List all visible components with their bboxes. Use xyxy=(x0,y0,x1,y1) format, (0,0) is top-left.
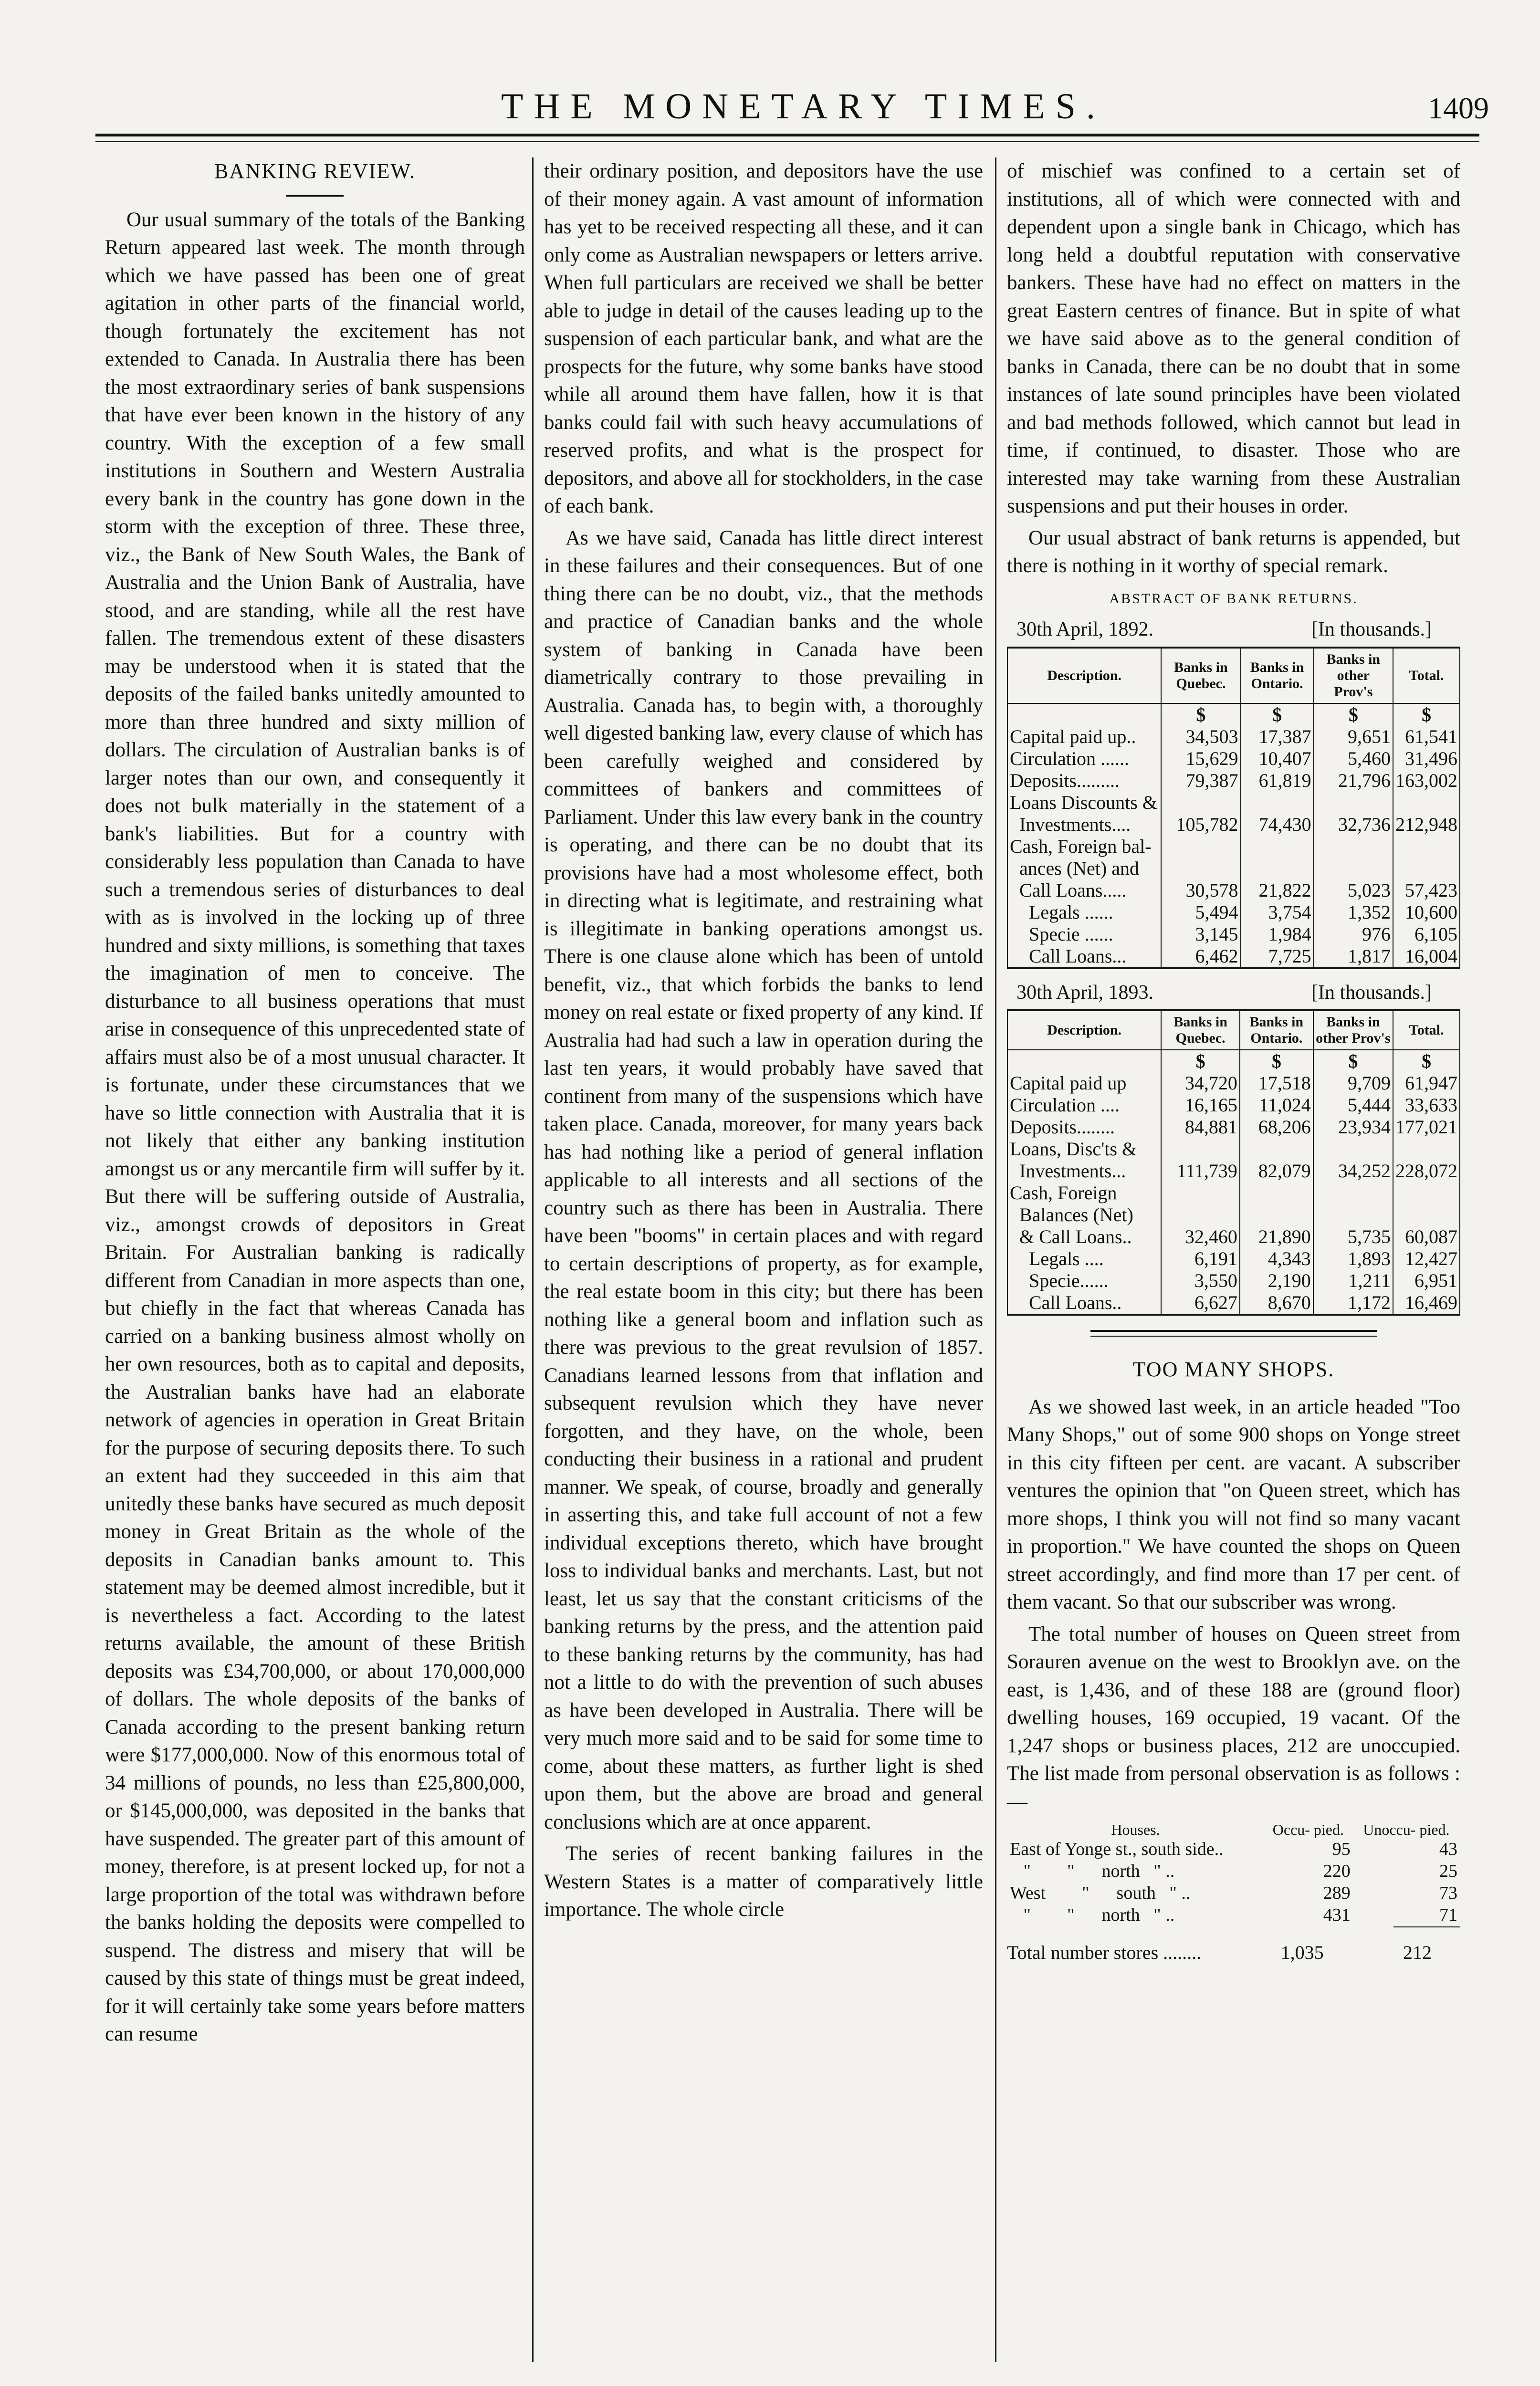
row-value: 68,206 xyxy=(1240,1116,1313,1138)
row-description: Cash, Foreign xyxy=(1007,1182,1161,1204)
shops-table xyxy=(1007,1821,1460,1926)
row-value: 163,002 xyxy=(1393,770,1460,792)
shops-total xyxy=(1007,1939,1460,1967)
row-description: Circulation .... xyxy=(1007,1094,1161,1116)
column-2 xyxy=(544,157,983,1928)
row-value: 17,518 xyxy=(1240,1072,1313,1094)
row-value xyxy=(1240,1182,1313,1204)
row-value: 1,352 xyxy=(1314,901,1393,923)
table-row xyxy=(1007,901,1460,923)
table-row xyxy=(1007,836,1460,858)
unit-cell: $ xyxy=(1241,703,1314,726)
abstract-unit-note: [In thousands.] xyxy=(1311,618,1432,640)
unit-cell: $ xyxy=(1393,703,1460,726)
row-value xyxy=(1314,836,1393,858)
total-occupied: 1,035 xyxy=(1280,1942,1324,1963)
masthead-rule xyxy=(95,134,1479,136)
column-1 xyxy=(105,157,525,2052)
row-value xyxy=(1161,1182,1240,1204)
article-paragraph: Our usual summary of the totals of the Banking Return appeared last week. The month through which we have passed has been one of great agitation in other parts of the financial world, though fortunately the excitement has not extended to Canada. In Australia there has been the most extraordinary series of bank suspensions that have ever been known in the history of any country. With the exception of a few small institutions in Southern and Western Australia every bank in the country has gone down in the storm with the exception of three. These three, viz., the Bank of New South Wales, the Bank of Australia and the Union Bank of Australia, have stood, and are standing, while all the rest have fallen. The tremendous extent of these disasters may be understood when it is stated that the deposits of the failed banks unitedly amounted to more than three hundred and sixty million of dollars. The circulation of Australian banks is of larger notes than our own, and consequently it does not bulk materially in the statement of a bank's liabilities. But for a country with considerably less population than Canada to have such a tremendous series of disturbances to deal with as is involved in the locking up of three hundred and sixty millions, is something that taxes the imagination of men to conceive. The disturbance to all business operations that must arise in consequence of this unprecedented state of affairs must also be of a most unusual character. It is fortunate, under these circumstances that we have so little connection with Australia that it is not likely that either any banking institution amongst us or any mercantile firm will suffer by it. But there will be suffering outside of Australia, viz., amongst crowds of depositors in Great Britain. For Australian banking is radically different from Canadian in more aspects than one, but chiefly in the fact that whereas Canada has carried on a banking business almost wholly on her own resources, both as to capital and deposits, the Australian banks have had an elaborate network of agencies in operation in Great Britain for the purpose of securing deposits there. To such an extent had they succeeded in this aim that unitedly these banks have secured as much deposit money in Great Britain as the whole of the deposits in Canadian banks amount to. This statement may be deemed almost incredible, but it is nevertheless a fact. According to the latest returns available, the amount of these British deposits was £34,700,000, or about 170,000,000 of dollars. The whole deposits of the banks of Canada according to the present banking return were $177,000,000. Now of this enormous total of 34 millions of pounds, no less than £25,800,000, or $145,000,000, was deposited in the banks that have suspended. The greater part of this amount of money, therefore, is at present locked up, for not a large proportion of the total was withdrawn before the banks holding the deposits were compelled to suspend. The distress and misery that will be caused by this state of things must be great indeed, for it will certainly take some years before matters can resume xyxy=(105,208,525,2045)
banking-review-heading: BANKING REVIEW. xyxy=(214,159,416,183)
row-value: 31,496 xyxy=(1393,748,1460,770)
article-paragraph: their ordinary position, and depositors have the use of their money again. A vast amount of information has yet to be received respecting all these, and it can only come as Australian newspapers or letters arrive. When full particulars are received we shall be better able to judge in detail of the causes leading up to the suspension of each particular bank, and what are the prospects for the future, why some banks have stood while all around them have fallen, how it is that banks could fail with such heavy accumulations of reserved profits, and what is the prospect for depositors, and above all for stockholders, in the case of each bank. xyxy=(544,160,983,517)
row-value: 23,934 xyxy=(1313,1116,1393,1138)
row-value: 1,172 xyxy=(1313,1292,1393,1315)
shops-row xyxy=(1008,1883,1459,1904)
row-value: 5,444 xyxy=(1313,1094,1393,1116)
row-value xyxy=(1313,1204,1393,1226)
table-row xyxy=(1007,792,1460,814)
shops-row-unoccupied: 25 xyxy=(1439,1861,1457,1881)
article-paragraph: The series of recent banking failures in the Western States is a matter of comparatively little importance. The whole circle xyxy=(544,1842,983,1921)
row-value: 84,881 xyxy=(1161,1116,1240,1138)
table-row xyxy=(1007,1270,1460,1292)
row-description: Cash, Foreign bal- xyxy=(1007,836,1161,858)
row-value: 6,105 xyxy=(1393,923,1460,945)
row-value: 3,754 xyxy=(1241,901,1314,923)
unit-cell: $ xyxy=(1161,703,1240,726)
table-header-cell: Banks in Quebec. xyxy=(1161,648,1240,703)
unit-cell xyxy=(1007,1050,1161,1072)
row-description: Deposits........ xyxy=(1007,1116,1161,1138)
column-divider xyxy=(532,157,534,2362)
row-value: 79,387 xyxy=(1161,770,1240,792)
unit-cell: $ xyxy=(1393,1050,1460,1072)
table-header-cell: Description. xyxy=(1007,1010,1161,1050)
too-many-shops-heading: TOO MANY SHOPS. xyxy=(1132,1358,1335,1381)
article-paragraph: Our usual abstract of bank returns is appended, but there is nothing in it worthy of special remark. xyxy=(1007,526,1460,577)
sum-rule xyxy=(1393,1926,1460,1927)
table-row xyxy=(1007,923,1460,945)
row-value: 8,670 xyxy=(1240,1292,1313,1315)
row-description: Investments.... xyxy=(1007,814,1161,836)
row-value: 5,460 xyxy=(1314,748,1393,770)
table-row xyxy=(1007,879,1460,901)
masthead xyxy=(95,86,1527,138)
row-value: 15,629 xyxy=(1161,748,1240,770)
column-3 xyxy=(1007,157,1460,1967)
row-value xyxy=(1241,792,1314,814)
publication-title: THE MONETARY TIMES. xyxy=(501,86,1106,126)
row-description: Legals .... xyxy=(1007,1248,1161,1270)
row-value: 1,211 xyxy=(1313,1270,1393,1292)
row-value: 228,072 xyxy=(1393,1160,1460,1182)
table-row xyxy=(1007,1204,1460,1226)
row-value: 11,024 xyxy=(1240,1094,1313,1116)
shops-row xyxy=(1008,1905,1459,1926)
table-row xyxy=(1007,1116,1460,1138)
row-description: Investments... xyxy=(1007,1160,1161,1182)
row-value: 1,893 xyxy=(1313,1248,1393,1270)
abstract-date-row xyxy=(1007,979,1460,1007)
row-description: Call Loans... xyxy=(1007,945,1161,968)
row-value: 212,948 xyxy=(1393,814,1460,836)
shops-row-unoccupied: 71 xyxy=(1439,1905,1457,1925)
row-value xyxy=(1240,1138,1313,1160)
row-description: Loans Discounts & xyxy=(1007,792,1161,814)
unit-cell: $ xyxy=(1314,703,1393,726)
row-description: Specie ...... xyxy=(1007,923,1161,945)
table-row xyxy=(1007,1160,1460,1182)
article-paragraph: The total number of houses on Queen street from Sorauren avenue on the west to Brooklyn ave. on the east, is 1,436, and of these 188 are (ground floor) dwelling houses, 169 occupied, 19 vacant. Of the 1,247 shops or business places, 212 are unoccupied. The list made from personal observation is as follows :— xyxy=(1007,1622,1460,1813)
row-value: 6,191 xyxy=(1161,1248,1240,1270)
row-value: 32,460 xyxy=(1161,1226,1240,1248)
table-row xyxy=(1007,1094,1460,1116)
table-row xyxy=(1007,1072,1460,1094)
row-value: 177,021 xyxy=(1393,1116,1460,1138)
shops-row-unoccupied: 73 xyxy=(1439,1883,1457,1903)
row-value: 1,817 xyxy=(1314,945,1393,968)
shops-row-label: East of Yonge st., south side.. xyxy=(1010,1839,1224,1859)
shops-row-unoccupied: 43 xyxy=(1439,1839,1457,1859)
abstract-date-row xyxy=(1007,616,1460,644)
row-value xyxy=(1240,1204,1313,1226)
row-value: 105,782 xyxy=(1161,814,1240,836)
table-row xyxy=(1007,726,1460,748)
row-value: 12,427 xyxy=(1393,1248,1460,1270)
unit-cell: $ xyxy=(1313,1050,1393,1072)
row-value: 16,469 xyxy=(1393,1292,1460,1315)
row-value: 16,165 xyxy=(1161,1094,1240,1116)
table-row xyxy=(1007,945,1460,968)
row-value: 6,462 xyxy=(1161,945,1240,968)
row-description: Call Loans..... xyxy=(1007,879,1161,901)
row-value: 74,430 xyxy=(1241,814,1314,836)
row-value xyxy=(1313,1138,1393,1160)
row-description: ances (Net) and xyxy=(1007,858,1161,879)
row-value xyxy=(1393,792,1460,814)
unit-cell: $ xyxy=(1161,1050,1240,1072)
row-value xyxy=(1313,1182,1393,1204)
row-value: 32,736 xyxy=(1314,814,1393,836)
abstract-date: 30th April, 1893. xyxy=(1016,981,1154,1004)
row-value: 10,407 xyxy=(1241,748,1314,770)
table-row xyxy=(1007,748,1460,770)
row-value: 9,651 xyxy=(1314,726,1393,748)
row-value: 21,796 xyxy=(1314,770,1393,792)
row-value xyxy=(1393,1204,1460,1226)
shops-row-occupied: 289 xyxy=(1323,1883,1351,1903)
row-value: 10,600 xyxy=(1393,901,1460,923)
table-row xyxy=(1007,1138,1460,1160)
row-value: 6,627 xyxy=(1161,1292,1240,1315)
row-value: 34,503 xyxy=(1161,726,1240,748)
shops-row-label: " " north " .. xyxy=(1010,1905,1175,1925)
masthead-rule-thin xyxy=(95,141,1479,142)
row-value: 4,343 xyxy=(1240,1248,1313,1270)
row-value: 9,709 xyxy=(1313,1072,1393,1094)
column-divider xyxy=(995,157,996,2362)
table-row xyxy=(1007,1248,1460,1270)
section-divider xyxy=(1090,1330,1377,1337)
row-value: 111,739 xyxy=(1161,1160,1240,1182)
row-value xyxy=(1314,792,1393,814)
row-value xyxy=(1241,836,1314,858)
row-value: 5,735 xyxy=(1313,1226,1393,1248)
abstract-heading: ABSTRACT OF BANK RETURNS. xyxy=(1109,590,1358,607)
table-header-cell: Banks in other Prov's xyxy=(1314,648,1393,703)
row-value xyxy=(1393,1138,1460,1160)
table-header-cell: Description. xyxy=(1007,648,1161,703)
row-value: 30,578 xyxy=(1161,879,1240,901)
row-value xyxy=(1241,858,1314,879)
table-row xyxy=(1007,858,1460,879)
unit-cell: $ xyxy=(1240,1050,1313,1072)
row-value xyxy=(1393,1182,1460,1204)
shops-row-occupied: 220 xyxy=(1323,1861,1351,1881)
table-row xyxy=(1007,1182,1460,1204)
row-description: Call Loans.. xyxy=(1007,1292,1161,1315)
row-value xyxy=(1161,836,1240,858)
row-value: 34,720 xyxy=(1161,1072,1240,1094)
row-value: 976 xyxy=(1314,923,1393,945)
shops-header-occupied: Occu- pied. xyxy=(1272,1821,1344,1838)
row-value: 82,079 xyxy=(1240,1160,1313,1182)
row-value: 60,087 xyxy=(1393,1226,1460,1248)
row-description: Legals ...... xyxy=(1007,901,1161,923)
row-description: Specie...... xyxy=(1007,1270,1161,1292)
bank-returns-table xyxy=(1007,1009,1460,1316)
table-header-cell: Banks in Ontario. xyxy=(1241,648,1314,703)
row-value: 6,951 xyxy=(1393,1270,1460,1292)
table-header-cell: Banks in Quebec. xyxy=(1161,1010,1240,1050)
table-header-cell: Banks in other Prov's xyxy=(1313,1010,1393,1050)
article-paragraph: of mischief was confined to a certain set of institutions, all of which were connected with and dependent upon a single bank in Chicago, which has long held a doubtful reputation with conservative bankers. These have had no effect on matters in the great Eastern centres of finance. But in spite of what we have said above as to the general condition of banks in Canada, there can be no doubt that in some instances of late sound principles have been violated and bad methods followed, which cannot but lead in time, if continued, to disaster. Those who are interested may take warning from these Australian suspensions and put their houses in order. xyxy=(1007,160,1460,517)
row-value: 61,819 xyxy=(1241,770,1314,792)
row-value xyxy=(1393,836,1460,858)
shops-row xyxy=(1008,1839,1459,1860)
row-value xyxy=(1161,1204,1240,1226)
row-description: Circulation ...... xyxy=(1007,748,1161,770)
row-value: 34,252 xyxy=(1313,1160,1393,1182)
bank-returns-table xyxy=(1007,647,1460,969)
row-value: 5,023 xyxy=(1314,879,1393,901)
row-value: 61,541 xyxy=(1393,726,1460,748)
page-number: 1409 xyxy=(1428,91,1489,125)
row-value: 16,004 xyxy=(1393,945,1460,968)
shops-row-label: " " north " .. xyxy=(1010,1861,1175,1881)
row-value: 57,423 xyxy=(1393,879,1460,901)
article-paragraph: As we have said, Canada has little direct interest in these failures and their consequences. But of one thing there can be no doubt, viz., that the methods and practice of Canadian banks and the whole system of banking in Canada have been diametrically contrary to those prevailing in Australia. Canada has, to begin with, a thoroughly well digested banking law, every clause of which has been carefully weighed and considered by committees of bankers and committees of Parliament. Under this law every bank in the country is operating, and there can be no doubt that its provisions have had a most wholesome effect, both in directing what is legitimate, and restraining what is illegitimate in banking operations amongst us. There is one clause alone which has been of untold benefit, viz., that which forbids the banks to lend money on real estate or fixed property of any kind. If Australia had had such a law in operation during the last ten years, it would probably have saved that continent from many of the suspensions which have taken place. Canada, moreover, for many years back has had nothing like a period of general inflation applicable to all interests and all sections of the country such as there has been in Australia. There have been "booms" in certain places and with regard to certain descriptions of property, as for example, the real estate boom in this city; but there has been nothing like a general boom and inflation such as there was previous to the great revulsion of 1857. Canadians learned lessons from that inflation and subsequent revulsion which they have never forgotten, and they have, on the whole, been conducting their business in a rational and prudent manner. We speak, of course, broadly and generally in asserting this, and take full account of not a few individual exceptions thereto, which have brought loss to individual banks and merchants. Last, but not least, let us say that the constant criticisms of the banking returns by the press, and the attention paid to these banking returns by the community, has had not a little to do with the prevention of such abuses as have been developed in Australia. There will be very much more said and to be said for some time to come, about these matters, as further light is shed upon them, but the above are broad and general conclusions which are at once apparent. xyxy=(544,526,983,1833)
heading-rule xyxy=(286,195,344,197)
row-description: & Call Loans.. xyxy=(1007,1226,1161,1248)
row-description: Loans, Disc'ts & xyxy=(1007,1138,1161,1160)
row-description: Deposits......... xyxy=(1007,770,1161,792)
shops-header-houses: Houses. xyxy=(1111,1821,1160,1838)
row-value xyxy=(1314,858,1393,879)
row-value xyxy=(1161,1138,1240,1160)
total-unoccupied: 212 xyxy=(1403,1942,1432,1963)
row-value: 21,890 xyxy=(1240,1226,1313,1248)
table-row xyxy=(1007,1292,1460,1315)
shops-row-label: West " south " .. xyxy=(1010,1883,1191,1903)
row-value xyxy=(1393,858,1460,879)
shops-header-unoccupied: Unoccu- pied. xyxy=(1363,1821,1450,1838)
row-description: Balances (Net) xyxy=(1007,1204,1161,1226)
row-value: 7,725 xyxy=(1241,945,1314,968)
abstract-unit-note: [In thousands.] xyxy=(1311,981,1432,1004)
row-value: 5,494 xyxy=(1161,901,1240,923)
row-value xyxy=(1161,792,1240,814)
abstract-tables xyxy=(1007,616,1460,1316)
row-value: 1,984 xyxy=(1241,923,1314,945)
row-value: 33,633 xyxy=(1393,1094,1460,1116)
table-header-cell: Total. xyxy=(1393,648,1460,703)
row-description: Capital paid up xyxy=(1007,1072,1161,1094)
row-value: 21,822 xyxy=(1241,879,1314,901)
total-label: Total number stores ........ xyxy=(1007,1942,1202,1963)
row-value: 3,145 xyxy=(1161,923,1240,945)
table-header-cell: Banks in Ontario. xyxy=(1240,1010,1313,1050)
row-value: 61,947 xyxy=(1393,1072,1460,1094)
table-row xyxy=(1007,814,1460,836)
row-value: 3,550 xyxy=(1161,1270,1240,1292)
table-row xyxy=(1007,1226,1460,1248)
table-row xyxy=(1007,770,1460,792)
row-value: 2,190 xyxy=(1240,1270,1313,1292)
row-value: 17,387 xyxy=(1241,726,1314,748)
shops-row xyxy=(1008,1861,1459,1882)
shops-row-occupied: 431 xyxy=(1323,1905,1351,1925)
shops-row-occupied: 95 xyxy=(1332,1839,1351,1859)
row-description: Capital paid up.. xyxy=(1007,726,1161,748)
unit-cell xyxy=(1007,703,1161,726)
row-value xyxy=(1161,858,1240,879)
table-header-cell: Total. xyxy=(1393,1010,1460,1050)
abstract-date: 30th April, 1892. xyxy=(1016,618,1154,640)
article-paragraph: As we showed last week, in an article headed "Too Many Shops," out of some 900 shops on Yonge street in this city fifteen per cent. are vacant. A subscriber ventures the opinion that "on Queen street, which has more shops, I think you will not find so many vacant in proportion." We have counted the shops on Queen street accordingly, and find more than 17 per cent. of them vacant. So that our subscriber was wrong. xyxy=(1007,1395,1460,1613)
